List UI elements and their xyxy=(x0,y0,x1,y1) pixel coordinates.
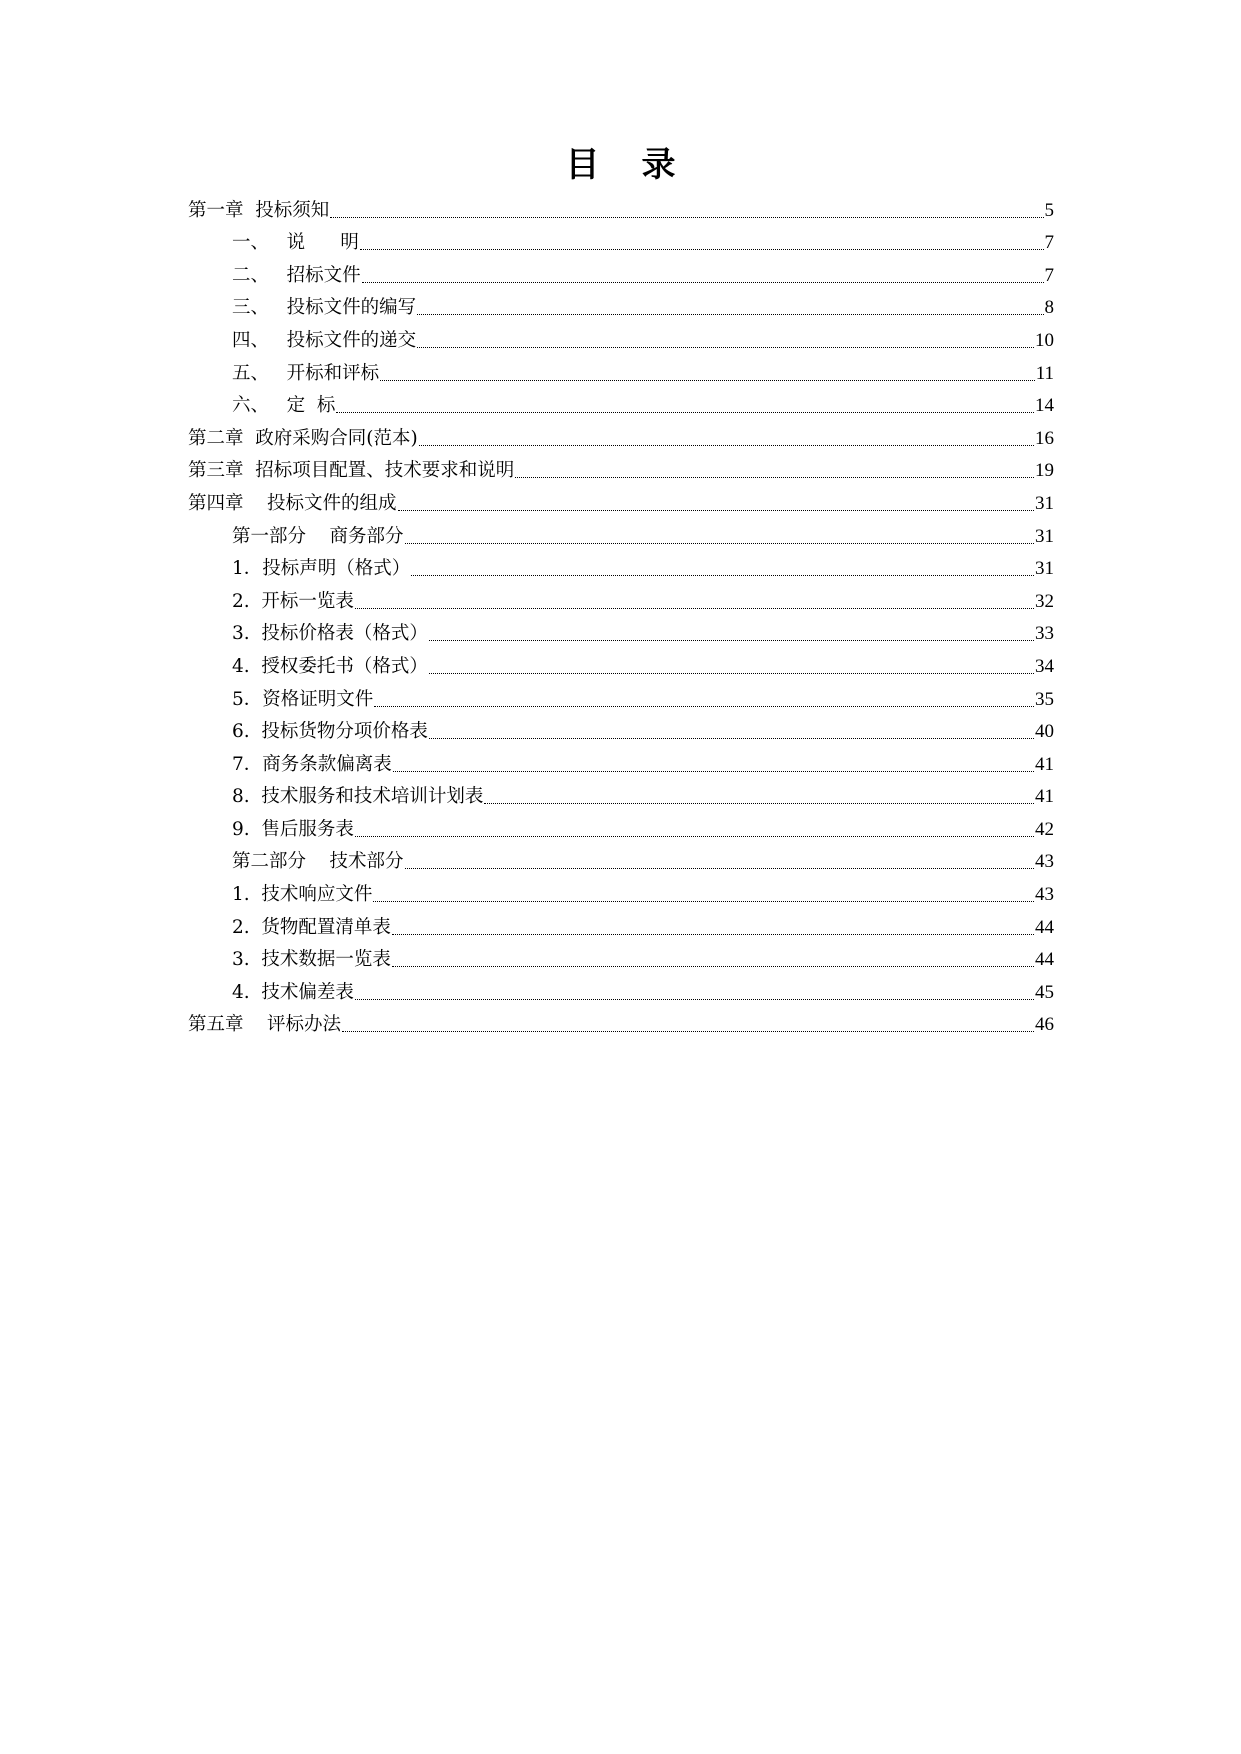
toc-page-number: 19 xyxy=(1035,460,1054,482)
toc-entry[interactable] xyxy=(188,874,1054,907)
toc-dot-leader xyxy=(429,639,1034,641)
toc-entry-title: 3. 投标价格表（格式） xyxy=(232,623,428,645)
toc-page-number: 8 xyxy=(1044,297,1054,319)
toc-page-number: 43 xyxy=(1035,851,1054,873)
toc-entry-title: 5．资格证明文件 xyxy=(232,688,374,710)
toc-entry-title: 3. 技术数据一览表 xyxy=(232,949,391,971)
toc-page-number: 10 xyxy=(1035,329,1054,351)
toc-dot-leader xyxy=(411,574,1034,576)
toc-entry-title: 第一部分 商务部分 xyxy=(232,525,404,547)
toc-entry[interactable] xyxy=(188,581,1054,614)
toc-entry-title: 第二部分 技术部分 xyxy=(232,851,404,873)
toc-entry-title: 第四章 投标文件的组成 xyxy=(188,492,397,514)
toc-title-char: 目 xyxy=(565,145,600,185)
toc-entry[interactable] xyxy=(188,646,1054,679)
toc-entry-title: 三、 投标文件的编写 xyxy=(232,297,417,319)
toc-entry[interactable] xyxy=(188,940,1054,973)
toc-dot-leader xyxy=(392,933,1034,935)
toc-entry[interactable] xyxy=(188,386,1054,419)
toc-entry[interactable] xyxy=(188,1005,1054,1038)
toc-dot-leader xyxy=(398,509,1034,511)
toc-entry-title: 9. 售后服务表 xyxy=(232,818,354,840)
toc-entry-title: 2. 货物配置清单表 xyxy=(232,916,391,938)
toc-entry-title: 第三章 招标项目配置、技术要求和说明 xyxy=(188,460,515,482)
toc-dot-leader xyxy=(393,770,1034,772)
toc-list xyxy=(188,190,1054,1037)
toc-dot-leader xyxy=(405,542,1034,544)
toc-dot-leader xyxy=(374,705,1034,707)
toc-entry-title: 五、 开标和评标 xyxy=(232,362,380,384)
toc-page-number: 43 xyxy=(1035,884,1054,906)
toc-page-number: 5 xyxy=(1044,199,1054,221)
toc-entry-title: 7．商务条款偏离表 xyxy=(232,753,392,775)
toc-page-number: 41 xyxy=(1035,786,1054,808)
toc-entry[interactable] xyxy=(188,223,1054,256)
toc-dot-leader xyxy=(484,802,1034,804)
toc-page-number: 46 xyxy=(1035,1014,1054,1036)
toc-page-number: 45 xyxy=(1035,981,1054,1003)
toc-entry[interactable] xyxy=(188,907,1054,940)
toc-page-number: 7 xyxy=(1044,264,1054,286)
toc-entry[interactable] xyxy=(188,777,1054,810)
toc-entry[interactable] xyxy=(188,320,1054,353)
toc-entry-title: 1. 技术响应文件 xyxy=(232,884,373,906)
toc-dot-leader xyxy=(405,867,1034,869)
toc-dot-leader xyxy=(373,900,1034,902)
toc-entry-title: 2. 开标一览表 xyxy=(232,590,354,612)
toc-dot-leader xyxy=(392,965,1034,967)
toc-page-number: 31 xyxy=(1035,558,1054,580)
toc-dot-leader xyxy=(336,411,1034,413)
toc-dot-leader xyxy=(515,476,1034,478)
toc-entry[interactable] xyxy=(188,614,1054,647)
toc-entry-title: 8. 技术服务和技术培训计划表 xyxy=(232,786,484,808)
toc-entry-title: 一、 说 明 xyxy=(232,232,359,254)
toc-page-number: 42 xyxy=(1035,818,1054,840)
toc-dot-leader xyxy=(355,998,1034,1000)
toc-entry-title: 二、 招标文件 xyxy=(232,264,361,286)
toc-dot-leader xyxy=(355,835,1034,837)
toc-entry-title: 六、 定 标 xyxy=(232,395,336,417)
toc-entry[interactable] xyxy=(188,712,1054,745)
toc-entry[interactable] xyxy=(188,972,1054,1005)
toc-entry-title: 第二章 政府采购合同(范本) xyxy=(188,427,418,449)
toc-entry-title: 4. 技术偏差表 xyxy=(232,981,354,1003)
toc-entry[interactable] xyxy=(188,809,1054,842)
toc-page-number: 41 xyxy=(1035,753,1054,775)
toc-entry[interactable] xyxy=(188,842,1054,875)
toc-entry-title: 6. 投标货物分项价格表 xyxy=(232,721,428,743)
toc-page-number: 44 xyxy=(1035,916,1054,938)
toc-dot-leader xyxy=(342,1030,1034,1032)
toc-entry[interactable] xyxy=(188,190,1054,223)
toc-entry[interactable] xyxy=(188,483,1054,516)
toc-dot-leader xyxy=(429,737,1034,739)
toc-entry-title: 第五章 评标办法 xyxy=(188,1014,342,1036)
toc-dot-leader xyxy=(360,248,1044,250)
toc-entry[interactable] xyxy=(188,744,1054,777)
toc-page-number: 14 xyxy=(1035,395,1054,417)
toc-dot-leader xyxy=(417,313,1043,315)
toc-page-number: 34 xyxy=(1035,655,1054,677)
toc-page-number: 35 xyxy=(1035,688,1054,710)
toc-entry[interactable] xyxy=(188,451,1054,484)
toc-page-number: 31 xyxy=(1035,525,1054,547)
toc-page-number: 7 xyxy=(1044,232,1054,254)
toc-entry[interactable] xyxy=(188,353,1054,386)
toc-dot-leader xyxy=(330,216,1043,218)
toc-entry[interactable] xyxy=(188,288,1054,321)
toc-title-char: 录 xyxy=(641,145,676,185)
toc-dot-leader xyxy=(362,281,1044,283)
toc-entry[interactable] xyxy=(188,679,1054,712)
toc-dot-leader xyxy=(419,444,1034,446)
toc-dot-leader xyxy=(417,346,1034,348)
toc-dot-leader xyxy=(380,379,1035,381)
toc-entry[interactable] xyxy=(188,255,1054,288)
toc-entry-title: 四、 投标文件的递交 xyxy=(232,329,417,351)
toc-page-number: 16 xyxy=(1035,427,1054,449)
toc-entry[interactable] xyxy=(188,418,1054,451)
toc-entry[interactable] xyxy=(188,549,1054,582)
toc-dot-leader xyxy=(355,607,1034,609)
toc-page-number: 11 xyxy=(1035,362,1054,384)
toc-page-number: 44 xyxy=(1035,949,1054,971)
toc-entry-title: 1．投标声明（格式） xyxy=(232,558,411,580)
toc-page-number: 33 xyxy=(1035,623,1054,645)
toc-page-number: 40 xyxy=(1035,721,1054,743)
toc-title xyxy=(0,143,1241,187)
toc-page-number: 32 xyxy=(1035,590,1054,612)
toc-entry[interactable] xyxy=(188,516,1054,549)
toc-page-number: 31 xyxy=(1035,492,1054,514)
toc-dot-leader xyxy=(429,672,1034,674)
toc-entry-title: 4. 授权委托书（格式） xyxy=(232,655,428,677)
toc-entry-title: 第一章 投标须知 xyxy=(188,199,330,221)
